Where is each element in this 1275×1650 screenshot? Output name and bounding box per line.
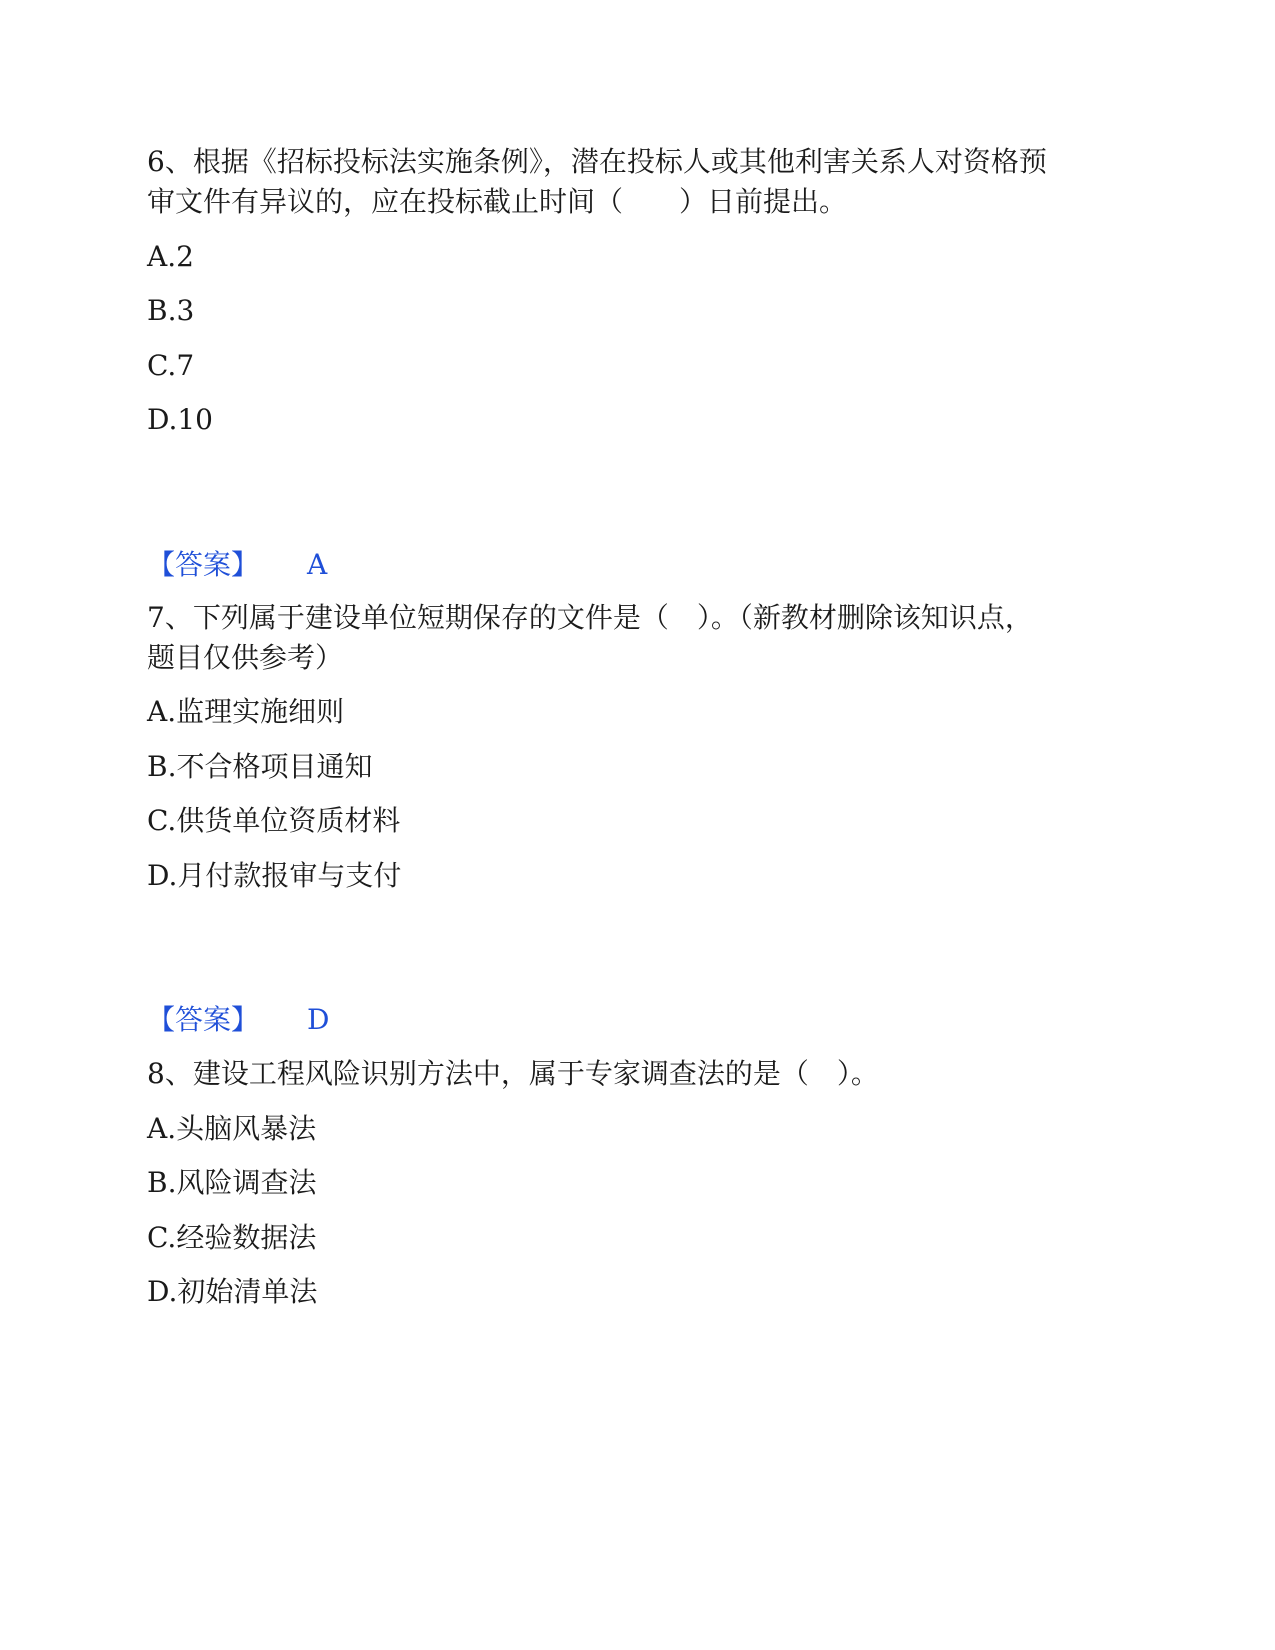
question-7-option-a: A.监理实施细则 [147, 695, 345, 728]
question-6-option-d: D.10 [147, 403, 213, 436]
question-8-option-d: D.初始清单法 [147, 1275, 318, 1308]
question-8-option-c: C.经验数据法 [147, 1221, 317, 1254]
question-7-answer [147, 1000, 1107, 1040]
answer-label: 【答案】 [147, 1003, 260, 1036]
question-6-answer [147, 545, 1107, 585]
question-8-option-b: B.风险调查法 [147, 1166, 317, 1199]
question-6-option-a: A.2 [147, 240, 194, 273]
answer-value: A [307, 548, 328, 581]
question-6-option-b: B.3 [147, 294, 195, 327]
question-6-stem-line-1: 6、根据《招标投标法实施条例》，潜在投标人或其他利害关系人对资格预 [147, 145, 1047, 178]
question-7-option-b: B.不合格项目通知 [147, 750, 373, 783]
question-7-option-c: C.供货单位资质材料 [147, 804, 401, 837]
question-7-stem-line-2: 题目仅供参考） [147, 641, 344, 674]
question-6-stem-line-2: 审文件有异议的，应在投标截止时间（ ）日前提出。 [147, 185, 848, 218]
answer-value: D [307, 1003, 330, 1036]
question-8-stem-line-1: 8、建设工程风险识别方法中，属于专家调查法的是（ ）。 [147, 1057, 879, 1090]
question-6-option-c: C.7 [147, 349, 195, 382]
answer-label: 【答案】 [147, 548, 260, 581]
question-8-option-a: A.头脑风暴法 [147, 1112, 317, 1145]
question-7-stem-line-1: 7、下列属于建设单位短期保存的文件是（ ）。（新教材删除该知识点， [147, 601, 1033, 634]
question-7-option-d: D.月付款报审与支付 [147, 859, 402, 892]
